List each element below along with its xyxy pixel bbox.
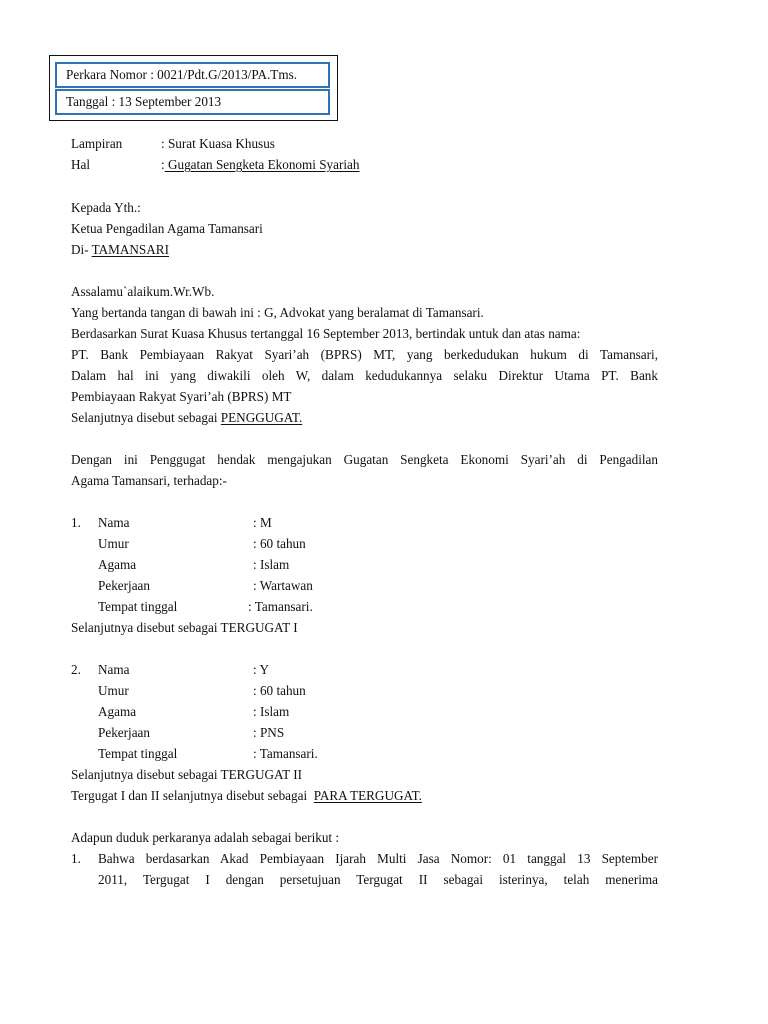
case-number: Perkara Nomor : 0021/Pdt.G/2013/PA.Tms. <box>55 62 330 88</box>
defendant2-value-nama: : Y <box>253 662 269 677</box>
plaintiff-prefix: Selanjutnya disebut sebagai <box>71 410 221 425</box>
hal-line <box>161 157 360 173</box>
defendant1-label-nama: Nama <box>98 515 130 530</box>
recipient-line-2: Ketua Pengadilan Agama Tamansari <box>71 221 263 236</box>
facts-item1-number: 1. <box>71 851 81 866</box>
hal-colon: : <box>161 157 165 172</box>
claim-line-2: Agama Tamansari, terhadap:- <box>71 473 227 488</box>
defendant2-label-tempat: Tempat tinggal <box>98 746 178 761</box>
defendant2-label-nama: Nama <box>98 662 130 677</box>
defendant1-value-pekerjaan: : Wartawan <box>253 578 313 593</box>
defendant1-value-agama: : Islam <box>253 557 290 572</box>
defendant2-value-agama: : Islam <box>253 704 290 719</box>
defendant1-value-tempat: : Tamansari. <box>248 599 313 614</box>
defendant1-closing: Selanjutnya disebut sebagai TERGUGAT I <box>71 620 298 635</box>
intro-line-1: Yang bertanda tangan di bawah ini : G, Advokat yang beralamat di Tamansari. <box>71 305 484 320</box>
defendant1-number: 1. <box>71 515 81 530</box>
defendant2-value-tempat: : Tamansari. <box>253 746 318 761</box>
hal-value: Gugatan Sengketa Ekonomi Syariah <box>164 157 360 172</box>
defendant2-label-pekerjaan: Pekerjaan <box>98 725 150 740</box>
facts-item1-line2: 2011, Tergugat I dengan persetujuan Tergugat II sebagai isterinya, telah menerima <box>98 872 658 887</box>
claim-line-1: Dengan ini Penggugat hendak mengajukan Gugatan Sengketa Ekonomi Syari’ah di Pengadilan <box>71 452 658 467</box>
joint-defendants-line <box>71 788 422 804</box>
intro-line-6 <box>71 410 302 426</box>
facts-item1-line1: Bahwa berdasarkan Akad Pembiayaan Ijarah Multi Jasa Nomor: 01 tanggal 13 September <box>98 851 658 866</box>
lampiran-value: : Surat Kuasa Khusus <box>161 136 275 151</box>
recipient-line-3 <box>71 242 169 258</box>
defendant1-label-pekerjaan: Pekerjaan <box>98 578 150 593</box>
defendant1-label-umur: Umur <box>98 536 129 551</box>
defendant2-value-umur: : 60 tahun <box>253 683 306 698</box>
case-box <box>49 55 338 121</box>
intro-line-4: Dalam hal ini yang diwakili oleh W, dalam kedudukannya selaku Direktur Utama PT. Bank <box>71 368 658 383</box>
defendant2-closing: Selanjutnya disebut sebagai TERGUGAT II <box>71 767 302 782</box>
recipient-place: TAMANSARI <box>91 242 169 257</box>
joint-prefix: Tergugat I dan II selanjutnya disebut sebagai <box>71 788 314 803</box>
defendant1-value-umur: : 60 tahun <box>253 536 306 551</box>
lampiran-label: Lampiran <box>71 136 123 151</box>
recipient-line-1: Kepada Yth.: <box>71 200 141 215</box>
intro-line-2: Berdasarkan Surat Kuasa Khusus tertanggal 16 September 2013, bertindak untuk dan atas nama: <box>71 326 581 341</box>
recipient-prefix: Di- <box>71 242 92 257</box>
hal-label: Hal <box>71 157 91 172</box>
intro-line-5: Pembiayaan Rakyat Syari’ah (BPRS) MT <box>71 389 292 404</box>
defendant2-label-umur: Umur <box>98 683 129 698</box>
defendant1-label-tempat: Tempat tinggal <box>98 599 178 614</box>
plaintiff-term: PENGGUGAT. <box>220 410 303 425</box>
defendant2-label-agama: Agama <box>98 704 137 719</box>
defendant2-number: 2. <box>71 662 81 677</box>
joint-term: PARA TERGUGAT. <box>313 788 422 803</box>
intro-line-3: PT. Bank Pembiayaan Rakyat Syari’ah (BPRS) MT, yang berkedudukan hukum di Tamansari, <box>71 347 658 362</box>
defendant2-value-pekerjaan: : PNS <box>253 725 285 740</box>
greeting: Assalamu`alaikum.Wr.Wb. <box>71 284 215 299</box>
defendant1-label-agama: Agama <box>98 557 137 572</box>
case-date: Tanggal : 13 September 2013 <box>55 89 330 115</box>
defendant1-value-nama: : M <box>253 515 272 530</box>
facts-heading: Adapun duduk perkaranya adalah sebagai berikut : <box>71 830 340 845</box>
